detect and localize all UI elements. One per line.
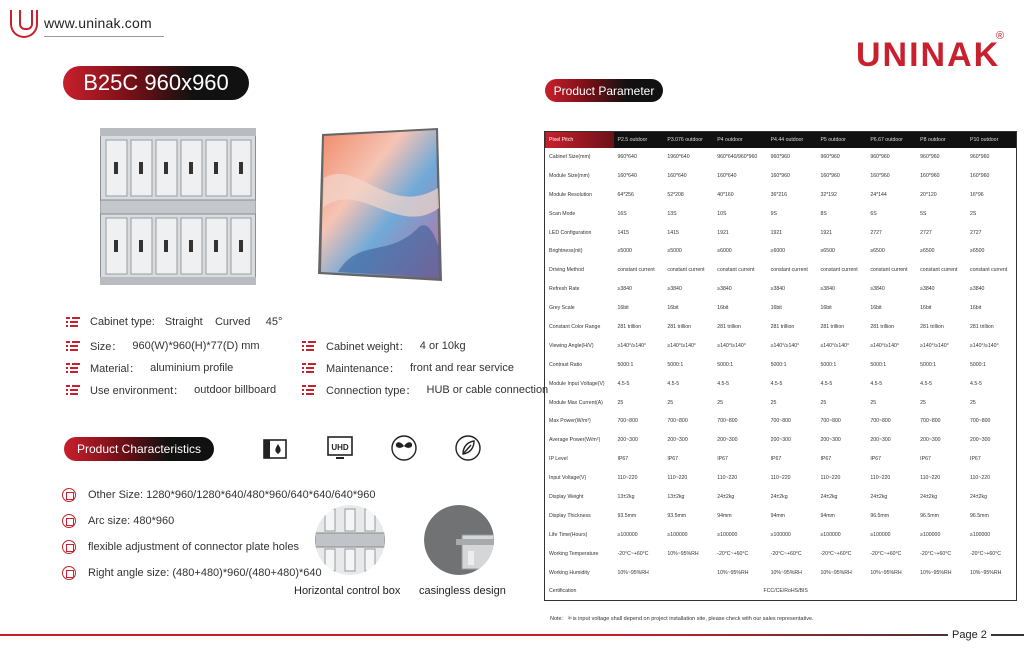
table-cell: ≥100000 — [617, 531, 638, 538]
table-row — [545, 261, 1017, 280]
table-row — [545, 488, 1017, 507]
table-row — [545, 355, 1017, 374]
table-cell: 960*960 — [920, 153, 940, 160]
table-cell: 281 trillion — [970, 323, 994, 330]
table-cell: 25 — [820, 399, 827, 406]
table-cell: ≥100000 — [770, 531, 791, 538]
table-cell: 10%~95%RH — [870, 569, 902, 576]
table-cell: 40*160 — [717, 191, 734, 198]
table-cell: 160*960 — [820, 172, 840, 179]
row-label: Working Temperature — [549, 550, 599, 557]
table-cell: ≥3840 — [870, 286, 885, 293]
table-header-cell: P5 outdoor — [816, 132, 866, 148]
table-cell: 4.5-5 — [717, 380, 730, 387]
model-title: B25C 960x960 — [63, 66, 249, 100]
page-number: Page 2 — [948, 629, 991, 641]
table-cell: 25 — [870, 399, 877, 406]
list-icon — [302, 385, 314, 395]
horizontal-control-box-image — [315, 505, 385, 575]
casingless-design-image — [424, 505, 494, 575]
table-cell: ≥140°/≥140° — [617, 342, 647, 349]
table-cell: ≥6500 — [820, 248, 835, 255]
table-cell: ≥3840 — [820, 286, 835, 293]
table-cell: 4.5-5 — [920, 380, 932, 387]
table-cell: 9S — [770, 210, 777, 217]
table-cell: 110~220 — [820, 475, 841, 482]
table-row — [545, 393, 1017, 412]
table-cell: ≥100000 — [870, 531, 891, 538]
row-label: Module Size(mm) — [549, 172, 590, 179]
table-cell: 2727 — [920, 229, 932, 236]
table-cell: IP67 — [920, 456, 931, 463]
table-row — [545, 242, 1017, 261]
table-cell: 4.5-5 — [870, 380, 883, 387]
table-cell: 5000:1 — [920, 361, 937, 368]
row-label: Scan Mode — [549, 210, 576, 217]
table-cell: 110~220 — [617, 475, 638, 482]
table-cell: 281 trillion — [920, 323, 944, 330]
horizontal-control-box-caption: Horizontal control box — [294, 585, 401, 597]
table-cell: 24*144 — [870, 191, 887, 198]
parameter-table — [544, 131, 1017, 601]
table-cell: 281 trillion — [770, 323, 795, 330]
table-cell: 4.5-5 — [970, 380, 982, 387]
table-cell: ≥100000 — [717, 531, 738, 538]
table-cell: 32*192 — [820, 191, 837, 198]
table-cell: 24±2kg — [920, 493, 938, 500]
table-cell: IP67 — [970, 456, 981, 463]
brand-logo: UNINAK — [856, 36, 1001, 74]
table-cell: 24±2kg — [820, 493, 838, 500]
table-row — [545, 148, 1017, 167]
spec-cabinet-type: Cabinet type: Straight Curved 45° — [66, 316, 282, 328]
table-cell: 16bit — [820, 305, 832, 312]
table-cell: 94mm — [770, 512, 786, 519]
table-cell: ≥100000 — [667, 531, 688, 538]
table-cell: ≥6500 — [970, 248, 985, 255]
table-cell: 25 — [770, 399, 777, 406]
product-parameter-title: Product Parameter — [545, 79, 663, 102]
row-label: Viewing Angle(H/V) — [549, 342, 594, 349]
table-cell: 5000:1 — [717, 361, 734, 368]
table-cell: constant current — [770, 267, 808, 274]
display-front-image — [318, 128, 442, 281]
table-cell: IP67 — [770, 456, 782, 463]
table-cell: 5000:1 — [770, 361, 787, 368]
table-row — [545, 299, 1017, 318]
table-cell: constant current — [717, 267, 755, 274]
table-cell: 960*960 — [820, 153, 840, 160]
table-cell: 700~800 — [920, 418, 941, 425]
table-cell: 94mm — [820, 512, 835, 519]
brand-u-logo-icon — [10, 10, 38, 38]
table-header-cell: P6.67 outdoor — [866, 132, 916, 148]
casingless-design-caption: casingless design — [419, 585, 506, 597]
table-cell: constant current — [970, 267, 1008, 274]
table-cell: ≥3840 — [617, 286, 632, 293]
table-row — [545, 431, 1017, 450]
characteristic-item: Other Size: 1280*960/1280*640/480*960/640*640/640*960 — [62, 488, 375, 502]
table-cell: ≥5000 — [617, 248, 632, 255]
table-cell: 700~800 — [970, 418, 991, 425]
table-cell: ≥100000 — [920, 531, 941, 538]
table-cell: 700~800 — [820, 418, 841, 425]
table-cell: 93.5mm — [667, 512, 687, 519]
table-cell: 700~800 — [870, 418, 891, 425]
characteristic-item: Right angle size: (480+480)*960/(480+480)*640 — [62, 566, 322, 580]
table-cell: 160*960 — [770, 172, 790, 179]
waterproof-icon — [261, 435, 289, 463]
table-cell: 960*640/960*960 — [717, 153, 758, 160]
list-icon — [66, 341, 78, 351]
row-label: Max Power(W/m²) — [549, 418, 591, 425]
table-cell: 110~220 — [667, 475, 688, 482]
table-header-cell: P10 outdoor — [966, 132, 1016, 148]
list-icon — [66, 317, 78, 327]
table-row-certification — [545, 582, 1017, 601]
table-cell: ≥6000 — [770, 248, 785, 255]
table-cell: 5000:1 — [820, 361, 837, 368]
table-row — [545, 166, 1017, 185]
table-header-cell: P8 outdoor — [916, 132, 966, 148]
table-header-pixel-pitch: Pixel Pitch — [545, 132, 614, 148]
table-cell: 25 — [970, 399, 976, 406]
table-cell: ≥6000 — [717, 248, 732, 255]
table-cell: 13±2kg — [617, 493, 635, 500]
row-label: Brightness(nit) — [549, 248, 583, 255]
table-cell: 16bit — [770, 305, 782, 312]
table-header-cell: P4 outdoor — [713, 132, 766, 148]
table-cell: 16S — [617, 210, 627, 217]
spec-use-environment: Use environment： outdoor billboard — [66, 382, 276, 398]
table-cell: ≥140°/≥140° — [770, 342, 800, 349]
table-cell: 700~800 — [617, 418, 638, 425]
table-row — [545, 469, 1017, 488]
row-label: Module Resolution — [549, 191, 592, 198]
table-cell: 200~300 — [770, 437, 791, 444]
table-cell: 160*640 — [617, 172, 637, 179]
table-cell: ≥3840 — [717, 286, 732, 293]
table-cell: 36*216 — [770, 191, 788, 198]
table-cell: IP67 — [717, 456, 728, 463]
table-cell: 10S — [717, 210, 727, 217]
table-row — [545, 318, 1017, 337]
table-row — [545, 336, 1017, 355]
table-cell: 160*960 — [970, 172, 990, 179]
row-label: Average Power(W/m²) — [549, 437, 601, 444]
table-cell: 960*960 — [970, 153, 990, 160]
table-cell: 960*960 — [870, 153, 890, 160]
table-cell: ≥140°/≥140° — [667, 342, 696, 349]
table-cell: 1921 — [770, 229, 783, 236]
table-header-cell: P2.5 outdoor — [614, 132, 664, 148]
table-row — [545, 280, 1017, 299]
row-label: Contrast Ratio — [549, 361, 583, 368]
registered-mark: ® — [996, 30, 1005, 42]
row-label: Display Weight — [549, 493, 584, 500]
table-cell: 16bit — [970, 305, 982, 312]
table-cell: 10%~95%RH — [617, 569, 649, 576]
table-cell: 25 — [920, 399, 926, 406]
table-cell: 8S — [820, 210, 827, 217]
table-cell: ≥3840 — [770, 286, 785, 293]
table-cell: 24±2kg — [717, 493, 735, 500]
table-cell: constant current — [617, 267, 655, 274]
table-cell: 281 trillion — [870, 323, 894, 330]
table-cell: 110~220 — [717, 475, 738, 482]
table-cell: constant current — [820, 267, 858, 274]
table-cell: ≥140°/≥140° — [870, 342, 899, 349]
table-cell: 13±2kg — [667, 493, 685, 500]
table-cell: constant current — [920, 267, 958, 274]
table-cell: 10%~95%RH — [920, 569, 952, 576]
spec-maintenance: Maintenance： front and rear service — [302, 360, 514, 376]
eco-leaf-icon — [390, 434, 418, 462]
table-cell: 5000:1 — [970, 361, 986, 368]
table-cell: 1415 — [617, 229, 630, 236]
table-cell: 281 trillion — [617, 323, 642, 330]
table-row — [545, 412, 1017, 431]
table-cell: 1415 — [667, 229, 679, 236]
document-icon — [62, 566, 76, 580]
row-label: Driving Method — [549, 267, 584, 274]
table-row — [545, 223, 1017, 242]
table-cell: -20°C~+60°C — [920, 550, 952, 557]
table-cell: 94mm — [717, 512, 732, 519]
table-cell: 13S — [667, 210, 677, 217]
table-cell: 4.5-5 — [820, 380, 833, 387]
table-header-cell: P4.44 outdoor — [767, 132, 817, 148]
row-label: Display Thickness — [549, 512, 591, 519]
spec-cabinet-weight: Cabinet weight： 4 or 10kg — [302, 338, 466, 354]
document-icon — [62, 488, 76, 502]
table-cell: 24±2kg — [970, 493, 988, 500]
table-cell: -20°C~+60°C — [870, 550, 902, 557]
table-cell: 10%~95%RH — [770, 569, 802, 576]
table-cell: 16*96 — [970, 191, 984, 198]
table-cell: 960*640 — [617, 153, 637, 160]
table-cell: IP67 — [820, 456, 832, 463]
table-cell: -20°C~+60°C — [617, 550, 649, 557]
table-cell: 200~300 — [617, 437, 638, 444]
list-icon — [66, 363, 78, 373]
table-cell: 24±2kg — [770, 493, 788, 500]
table-cell: ≥140°/≥140° — [717, 342, 746, 349]
table-cell: 200~300 — [870, 437, 891, 444]
table-cell: 16bit — [870, 305, 882, 312]
table-row — [545, 506, 1017, 525]
footnote: Note：＊is input voltage shall depend on project installation site, please check with our sales representative. — [550, 616, 814, 622]
table-row — [545, 204, 1017, 223]
spec-connection-type: Connection type： HUB or cable connection — [302, 382, 548, 398]
row-label: IP Level — [549, 456, 568, 463]
table-cell: 16bit — [667, 305, 679, 312]
table-cell: 25 — [617, 399, 624, 406]
row-label: Constant Color Range — [549, 323, 601, 330]
table-cell: ≥3840 — [667, 286, 682, 293]
table-cell: 160*960 — [920, 172, 940, 179]
row-label: Certification — [549, 588, 577, 595]
table-cell: 700~800 — [770, 418, 791, 425]
table-cell: 4.5-5 — [667, 380, 680, 387]
characteristics-title: Product Characteristics — [64, 437, 214, 461]
table-cell: 160*960 — [870, 172, 890, 179]
table-cell: 160*640 — [717, 172, 737, 179]
table-cell: 4.5-5 — [617, 380, 630, 387]
row-label: Module Max Current(A) — [549, 399, 603, 406]
table-cell: ≥5000 — [667, 248, 682, 255]
spec-size: Size： 960(W)*960(H)*77(D) mm — [66, 338, 260, 354]
table-row — [545, 185, 1017, 204]
table-cell: 2S — [970, 210, 977, 217]
table-header-row — [545, 132, 1017, 148]
table-cell: 281 trillion — [667, 323, 692, 330]
table-row — [545, 374, 1017, 393]
characteristic-item: flexible adjustment of connector plate holes — [62, 540, 299, 554]
row-label: LED Configuration — [549, 229, 592, 236]
table-cell: IP67 — [667, 456, 679, 463]
characteristic-item: Arc size: 480*960 — [62, 514, 174, 528]
table-cell: 110~220 — [920, 475, 941, 482]
table-cell: constant current — [667, 267, 705, 274]
certification-value: FCC/CE/RoHS/BIS — [763, 588, 808, 595]
table-cell: 52*208 — [667, 191, 684, 198]
table-cell: 110~220 — [770, 475, 791, 482]
table-cell: ≥6500 — [920, 248, 935, 255]
table-row — [545, 544, 1017, 563]
table-row — [545, 450, 1017, 469]
table-cell: 1921 — [820, 229, 832, 236]
row-label: Refresh Rate — [549, 286, 580, 293]
uhd-icon — [326, 434, 354, 462]
table-cell: 96.5mm — [870, 512, 890, 519]
table-cell: 96.5mm — [970, 512, 989, 519]
table-cell: 10%~95%RH — [970, 569, 1002, 576]
footer-divider — [0, 634, 1024, 636]
table-cell: 5000:1 — [617, 361, 634, 368]
table-cell: ≥3840 — [920, 286, 935, 293]
list-icon — [302, 363, 314, 373]
table-cell: IP67 — [617, 456, 629, 463]
table-cell: 10%~95%RH — [717, 569, 749, 576]
table-cell: 160*640 — [667, 172, 687, 179]
table-cell: -20°C~+60°C — [970, 550, 1001, 557]
row-label: Grey Scale — [549, 305, 575, 312]
row-label: Cabinet Size(mm) — [549, 153, 591, 160]
table-cell: 200~300 — [820, 437, 841, 444]
table-cell: 4.5-5 — [770, 380, 783, 387]
document-icon — [62, 540, 76, 554]
table-cell: 5S — [920, 210, 927, 217]
table-cell: -20°C~+60°C — [820, 550, 852, 557]
table-cell: IP67 — [870, 456, 881, 463]
table-cell: -20°C~+60°C — [770, 550, 802, 557]
table-cell: 96.5mm — [920, 512, 939, 519]
table-cell: ≥100000 — [970, 531, 991, 538]
table-cell: 64*256 — [617, 191, 634, 198]
table-cell: 93.5mm — [617, 512, 637, 519]
table-cell: 200~300 — [667, 437, 688, 444]
table-cell: ≥6500 — [870, 248, 885, 255]
energy-saving-icon — [454, 434, 482, 462]
table-cell: 20*120 — [920, 191, 937, 198]
site-url[interactable]: www.uninak.com — [44, 15, 152, 31]
table-cell: constant current — [870, 267, 908, 274]
spec-material: Material： aluminium profile — [66, 360, 233, 376]
row-label: Life Time(Hours) — [549, 531, 588, 538]
table-cell — [663, 563, 713, 582]
table-cell: 2727 — [970, 229, 982, 236]
svg-text:UHD: UHD — [331, 443, 349, 452]
table-cell: 700~800 — [717, 418, 738, 425]
row-label: Module Input Voltage(V) — [549, 380, 605, 387]
table-cell: 960*960 — [770, 153, 790, 160]
table-cell: ≥140°/≥140° — [970, 342, 999, 349]
cabinet-back-image — [100, 128, 256, 285]
document-icon — [62, 514, 76, 528]
table-cell: 16bit — [920, 305, 932, 312]
list-icon — [66, 385, 78, 395]
table-row — [545, 525, 1017, 544]
table-row — [545, 563, 1017, 582]
table-cell: -20°C~+60°C — [717, 550, 749, 557]
table-cell: 281 trillion — [820, 323, 845, 330]
table-cell: 2727 — [870, 229, 882, 236]
table-cell: 1960*640 — [667, 153, 690, 160]
table-cell: 25 — [717, 399, 723, 406]
table-cell: 200~300 — [970, 437, 991, 444]
table-cell: ≥100000 — [820, 531, 841, 538]
table-cell: 16bit — [617, 305, 629, 312]
table-cell: 1921 — [717, 229, 729, 236]
table-cell: 700~800 — [667, 418, 688, 425]
table-cell: 200~300 — [920, 437, 941, 444]
table-cell: 25 — [667, 399, 674, 406]
table-cell: 110~220 — [970, 475, 990, 482]
table-cell: 10%~95%RH — [667, 550, 699, 557]
row-label: Working Humidity — [549, 569, 590, 576]
table-cell: 5000:1 — [870, 361, 887, 368]
table-cell: 200~300 — [717, 437, 738, 444]
table-cell: 110~220 — [870, 475, 891, 482]
table-cell: 16bit — [717, 305, 729, 312]
table-cell: 281 trillion — [717, 323, 741, 330]
table-cell: 10%~95%RH — [820, 569, 852, 576]
table-cell: 6S — [870, 210, 877, 217]
table-header-cell: P3.076 outdoor — [663, 132, 713, 148]
table-cell: ≥3840 — [970, 286, 985, 293]
row-label: Input Voltage(V) — [549, 475, 587, 482]
table-cell: 24±2kg — [870, 493, 888, 500]
table-cell: ≥140°/≥140° — [820, 342, 850, 349]
table-cell: 5000:1 — [667, 361, 684, 368]
table-cell: ≥140°/≥140° — [920, 342, 949, 349]
list-icon — [302, 341, 314, 351]
header-divider — [44, 36, 164, 37]
